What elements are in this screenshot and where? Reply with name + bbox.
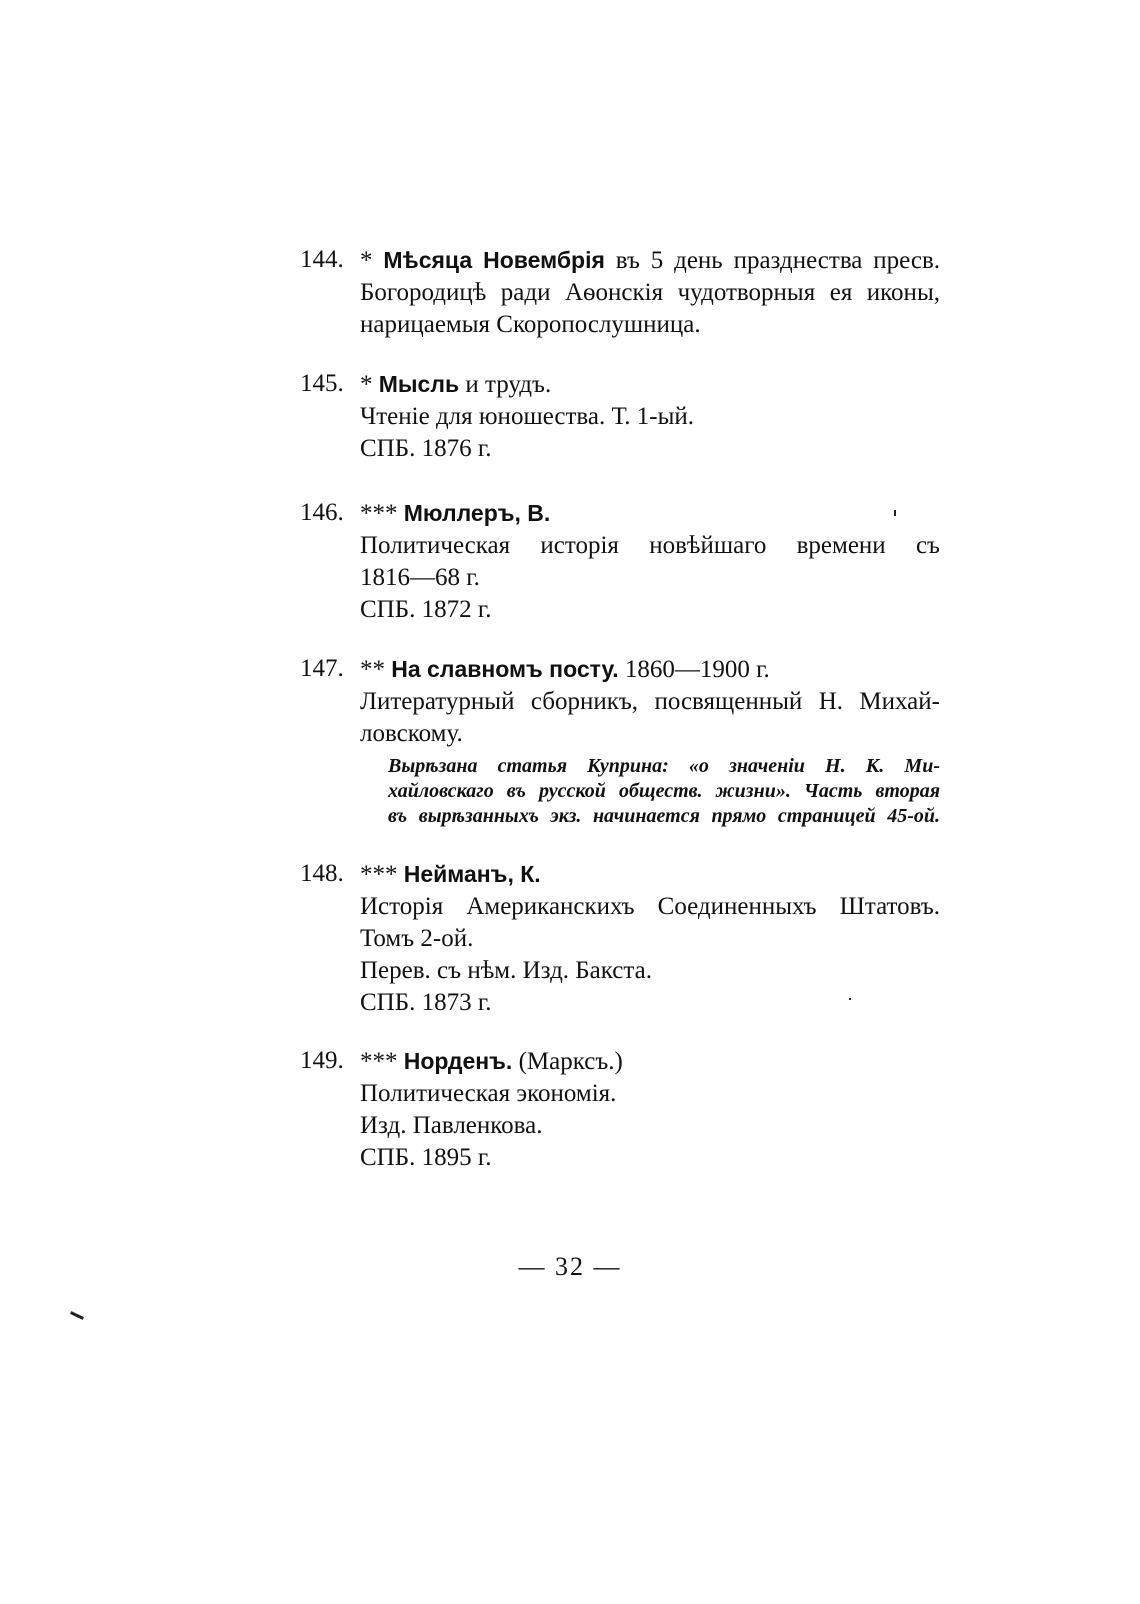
- entry-heading: [360, 653, 940, 686]
- entry-author: Норденъ.: [403, 1048, 513, 1074]
- note-line: хайловскаго въ русской обществ. жизни». Часть вторая: [388, 780, 940, 802]
- entry-number: 147.: [300, 655, 344, 682]
- entry-body: [360, 858, 940, 1019]
- entry-marker: ***: [360, 861, 398, 888]
- entry-line: СПБ. 1895 г.: [360, 1144, 492, 1171]
- note-line: въ вырѣзанныхъ экз. начинается прямо страницей 45-ой.: [388, 805, 940, 827]
- entry-heading: [360, 497, 940, 530]
- note-line: Вырѣзана статья Куприна: «о значеніи Н. К. Ми-: [388, 755, 940, 777]
- entry-author: Мюллеръ, В.: [403, 500, 551, 526]
- entry-rest: въ 5 день празднества пресв.: [615, 247, 941, 274]
- entry-author: Мѣсяца Новембрія: [383, 247, 605, 273]
- entry-marker: *: [360, 247, 373, 274]
- entry-line: Перев. съ нѣм. Изд. Бакста.: [360, 957, 652, 984]
- entry-heading: [360, 858, 940, 891]
- entry-line: 1816—68 г.: [360, 564, 480, 591]
- entry-line: Политическая экономія.: [360, 1080, 617, 1107]
- entry-marker: ***: [360, 500, 398, 527]
- entry-author: На славномъ посту.: [391, 656, 619, 682]
- entry-heading: [360, 244, 940, 277]
- entry-line: Литературный сборникъ, посвященный Н. Михай-: [360, 688, 940, 715]
- scan-speck: [894, 510, 896, 516]
- entry-line: СПБ. 1873 г.: [360, 989, 492, 1016]
- entry-rest: и трудъ.: [465, 371, 552, 398]
- entry-marker: **: [360, 656, 385, 683]
- entry-line: Изд. Павленкова.: [360, 1112, 543, 1139]
- entry-line: Чтеніе для юношества. Т. 1-ый.: [360, 403, 695, 430]
- entry-number: 146.: [300, 499, 344, 526]
- entry-body: [360, 244, 940, 341]
- entry-line: СПБ. 1872 г.: [360, 596, 492, 623]
- entry-number: 149.: [300, 1047, 344, 1074]
- page-number: — 32 —: [518, 1252, 622, 1281]
- entry-marker: *: [360, 371, 373, 398]
- entry-marker: ***: [360, 1048, 398, 1075]
- entry-body: [360, 368, 940, 465]
- entry-heading: [360, 1045, 940, 1078]
- scan-speck: [849, 998, 851, 1000]
- entry-line: СПБ. 1876 г.: [360, 435, 492, 462]
- entry-rest: (Марксъ.): [518, 1048, 623, 1075]
- entry-line: Богородицѣ ради Аѳонскія чудотворныя ея иконы,: [360, 279, 940, 306]
- entry-note: [360, 754, 940, 829]
- entry-body: [360, 653, 940, 829]
- entry-author: Нейманъ, К.: [403, 861, 541, 887]
- entry-body: [360, 1045, 940, 1174]
- entry-line: Исторія Американскихъ Соединенныхъ Штатовъ.: [360, 893, 940, 920]
- entry-heading: [360, 368, 940, 401]
- entry-line: Томъ 2-ой.: [360, 925, 474, 952]
- entry-number: 145.: [300, 370, 344, 397]
- entry-author: Мысль: [378, 371, 460, 397]
- entry-body: [360, 497, 940, 626]
- entry-rest: 1860—1900 г.: [624, 656, 770, 683]
- scan-mark: [70, 1311, 84, 1320]
- entry-number: 148.: [300, 860, 344, 887]
- entry-number: 144.: [300, 246, 344, 273]
- entry-line: ловскому.: [360, 720, 463, 747]
- entry-line: нарицаемыя Скоропослушница.: [360, 311, 701, 338]
- entry-line: Политическая исторія новѣйшаго времени съ: [360, 532, 940, 559]
